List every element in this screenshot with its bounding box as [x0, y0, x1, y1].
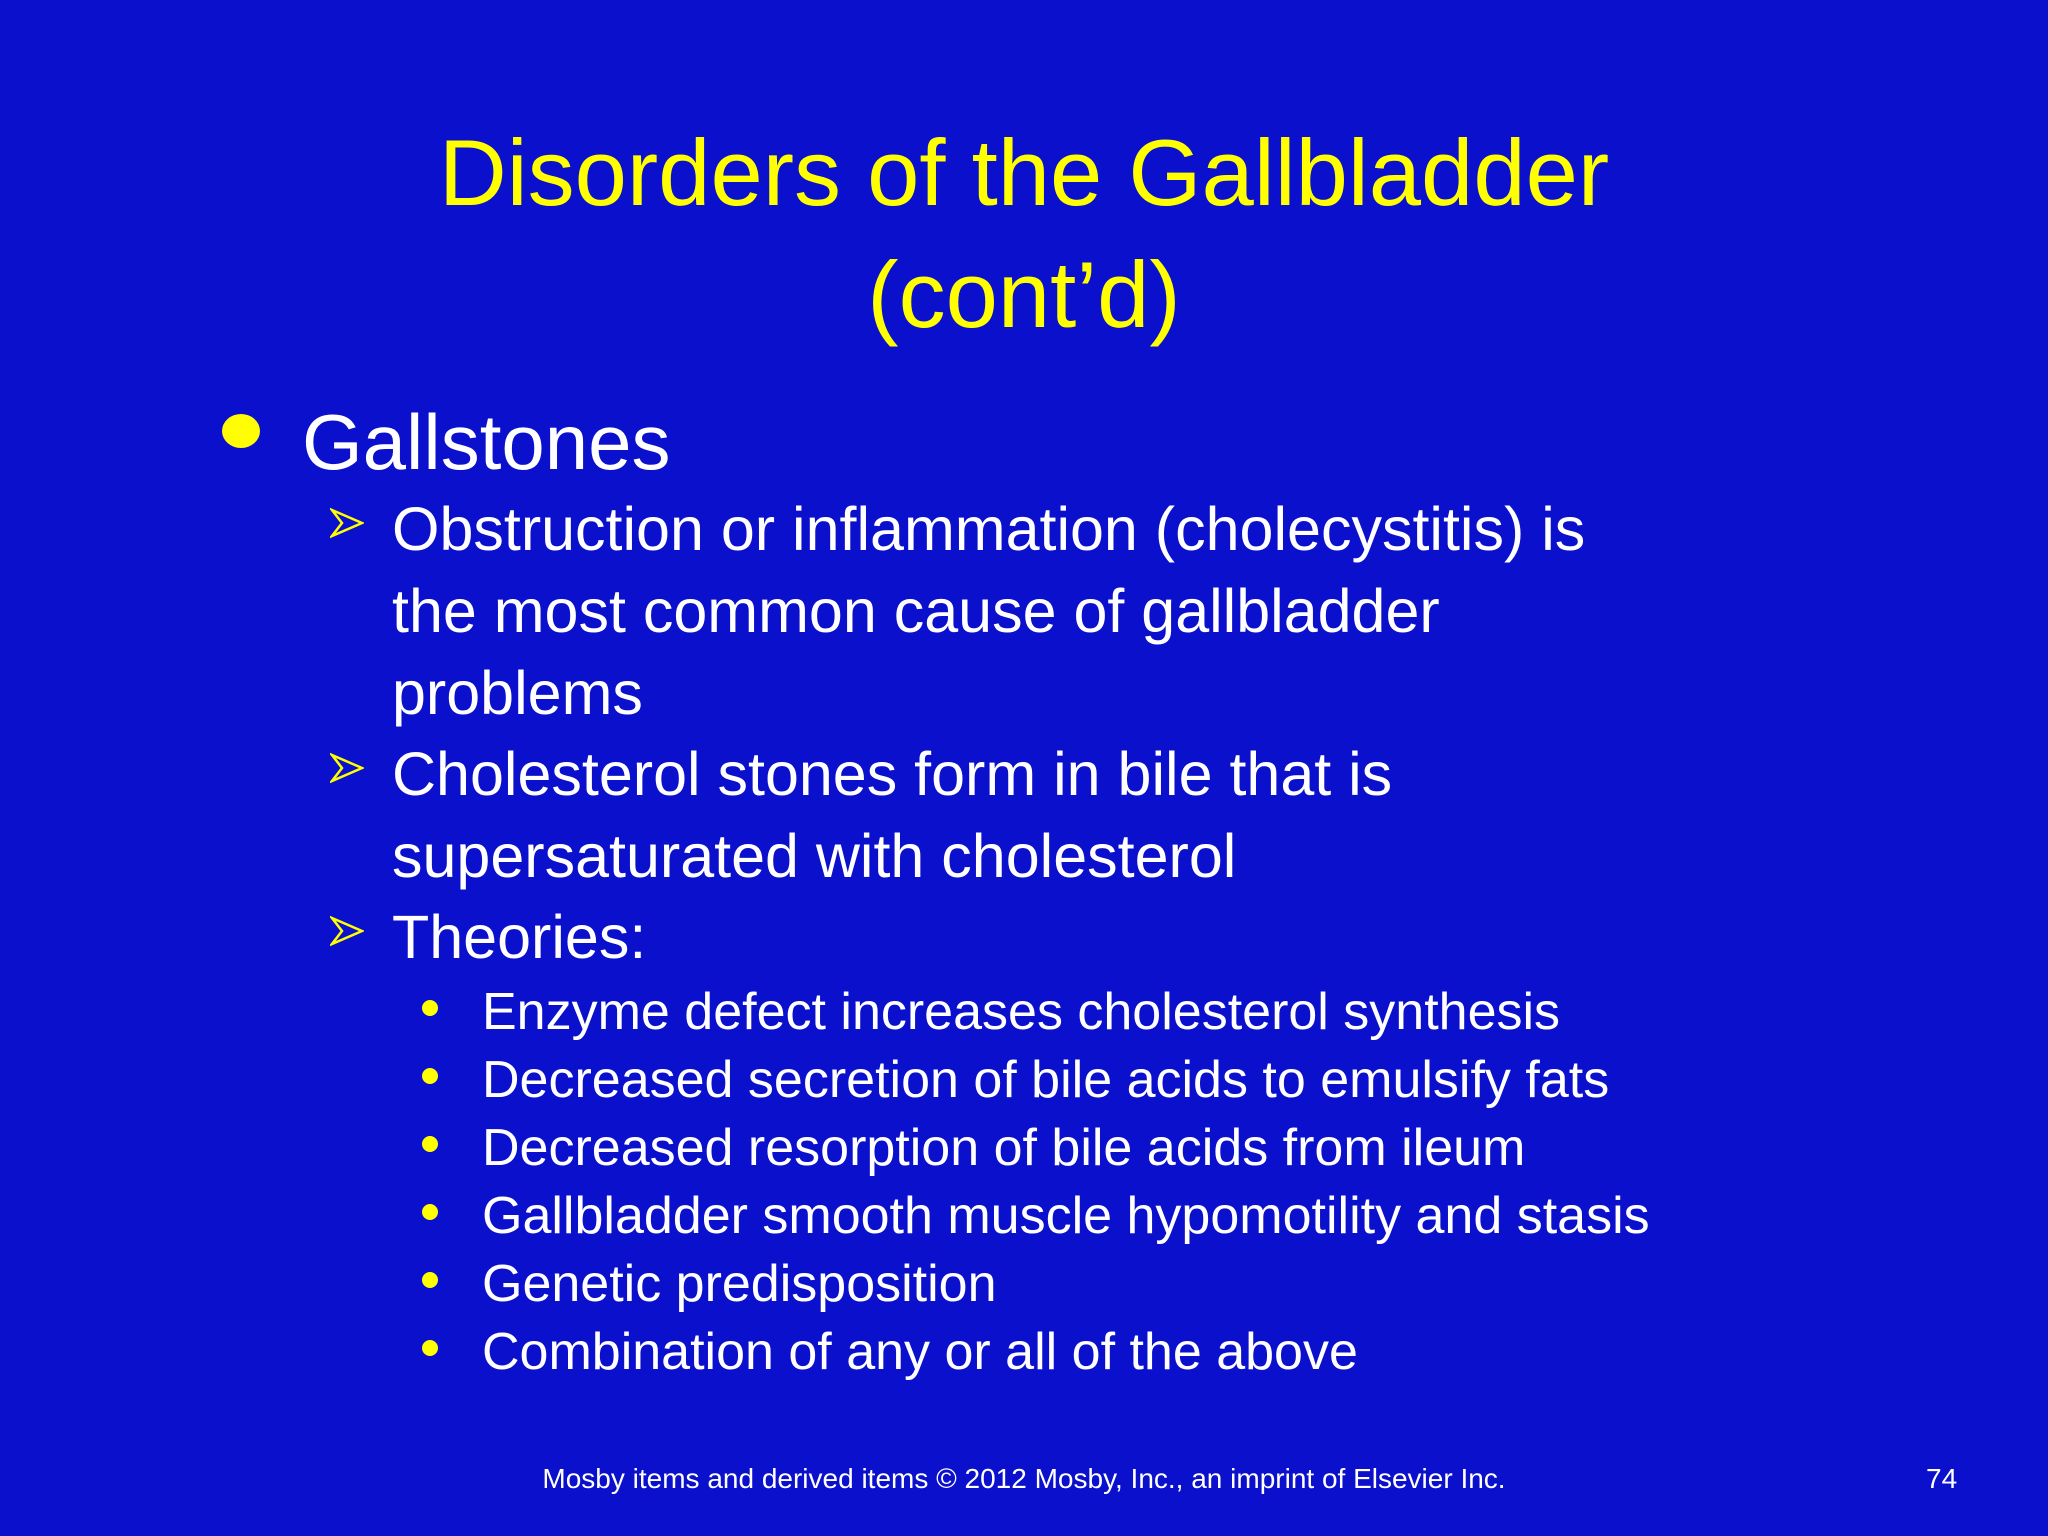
theory-text: Genetic predisposition: [482, 1255, 997, 1313]
small-yellow-dot-icon: [422, 1204, 438, 1220]
sub-bullet-text: [392, 733, 1832, 897]
text-line: supersaturated with cholesterol: [392, 822, 1237, 890]
bullet-label: Gallstones: [302, 398, 671, 486]
small-yellow-dot-icon: [422, 1068, 438, 1084]
arrowhead-icon: [330, 751, 364, 785]
text-line: Obstruction or inflammation (cholecystitis) is: [392, 495, 1586, 563]
text-line: the most common cause of gallbladder: [392, 577, 1440, 645]
text-line: Cholesterol stones form in bile that is: [392, 740, 1393, 808]
small-yellow-dot-icon: [422, 1340, 438, 1356]
page-number: 74: [1926, 1463, 1958, 1494]
small-yellow-dot-icon: [422, 1272, 438, 1288]
sub-bullet-theories: [330, 896, 1830, 978]
sub-bullet-text: [392, 896, 1832, 978]
arrowhead-icon: [330, 506, 364, 540]
title-line-1: Disorders of the Gallbladder: [438, 120, 1610, 225]
theory-text: Enzyme defect increases cholesterol synthesis: [482, 983, 1561, 1041]
text-line: problems: [392, 659, 643, 727]
theory-text: Decreased secretion of bile acids to emulsify fats: [482, 1051, 1610, 1109]
theory-text: Decreased resorption of bile acids from ileum: [482, 1119, 1526, 1177]
small-yellow-dot-icon: [422, 1000, 438, 1016]
theory-text: Gallbladder smooth muscle hypomotility and stasis: [482, 1187, 1650, 1245]
small-yellow-dot-icon: [422, 1136, 438, 1152]
sub-bullet-cholesterol-stones: [330, 733, 1830, 897]
yellow-dot-icon: [222, 414, 260, 448]
theory-text: Combination of any or all of the above: [482, 1323, 1358, 1381]
arrowhead-icon: [330, 914, 364, 948]
sub-bullet-text: [392, 488, 1832, 734]
text-line: Theories:: [392, 903, 647, 971]
slide-title: [0, 112, 2048, 356]
title-line-2: (cont’d): [867, 242, 1181, 347]
sub-bullet-obstruction: [330, 488, 1830, 734]
copyright-footer: Mosby items and derived items © 2012 Mosby, Inc., an imprint of Elsevier Inc.: [542, 1463, 1506, 1494]
